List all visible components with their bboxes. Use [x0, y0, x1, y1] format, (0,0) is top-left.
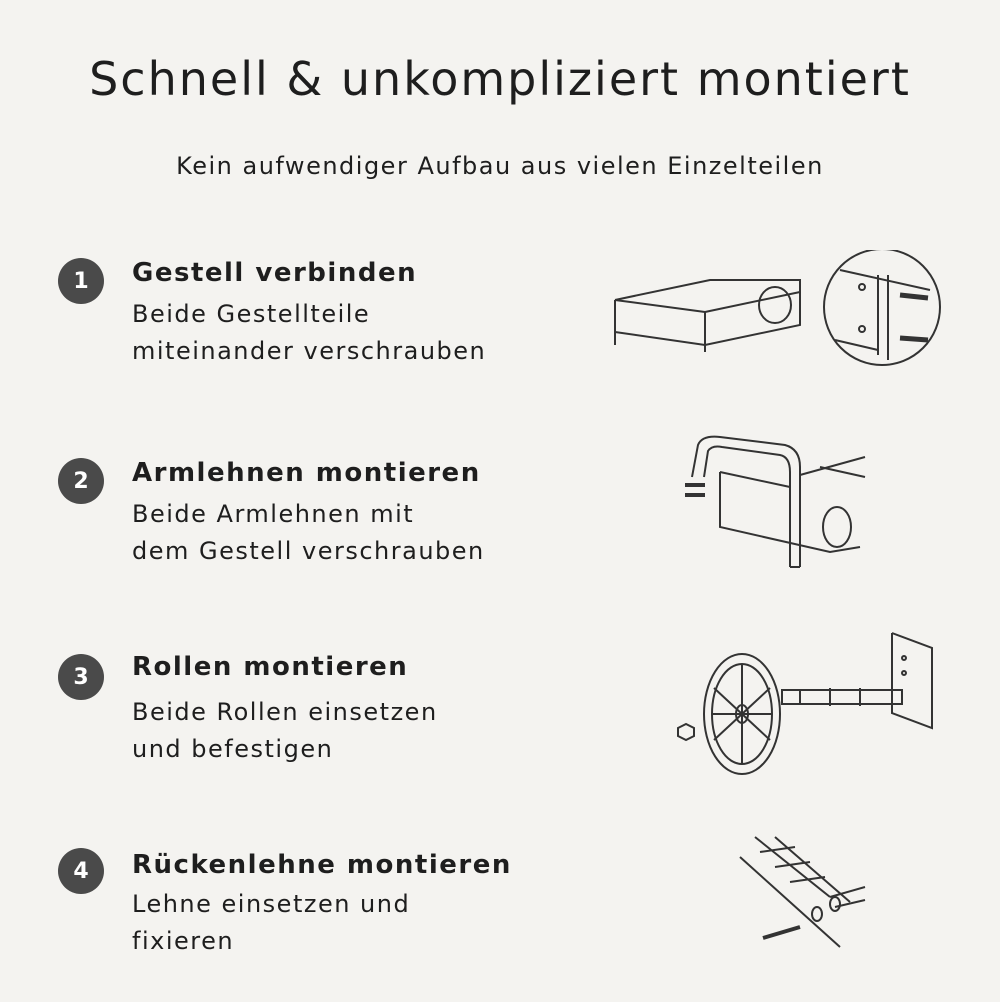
- step-number-badge: 2: [58, 458, 104, 504]
- backrest-illustration: [735, 832, 875, 962]
- step-description: [132, 694, 552, 768]
- page-title: Schnell & unkompliziert montiert: [89, 52, 911, 106]
- step-description-line: dem Gestell verschrauben: [132, 537, 485, 565]
- step-1: [0, 250, 1000, 410]
- step-description-line: Beide Armlehnen mit: [132, 500, 415, 528]
- step-description: [132, 296, 552, 370]
- step-number-badge: 4: [58, 848, 104, 894]
- page-subtitle: Kein aufwendiger Aufbau aus vielen Einzelteilen: [176, 152, 824, 180]
- step-3: [0, 648, 1000, 808]
- step-number-badge: 3: [58, 654, 104, 700]
- armrest-illustration: [680, 427, 880, 577]
- step-description: [132, 886, 552, 960]
- step-description-line: und befestigen: [132, 735, 334, 763]
- step-description-line: Beide Rollen einsetzen: [132, 698, 438, 726]
- step-title: Rollen montieren: [132, 652, 409, 682]
- step-description-line: fixieren: [132, 927, 235, 955]
- step-description-line: Lehne einsetzen und: [132, 890, 411, 918]
- step-description: [132, 496, 552, 570]
- step-description-line: miteinander verschrauben: [132, 337, 487, 365]
- step-title: Armlehnen montieren: [132, 458, 481, 488]
- step-title: Rückenlehne montieren: [132, 850, 512, 880]
- step-description-line: Beide Gestellteile: [132, 300, 371, 328]
- frame-connect-illustration: [610, 250, 950, 370]
- step-2: [0, 452, 1000, 612]
- step-4: [0, 842, 1000, 1002]
- step-number-badge: 1: [58, 258, 104, 304]
- wheel-illustration: [670, 628, 940, 778]
- step-title: Gestell verbinden: [132, 258, 418, 288]
